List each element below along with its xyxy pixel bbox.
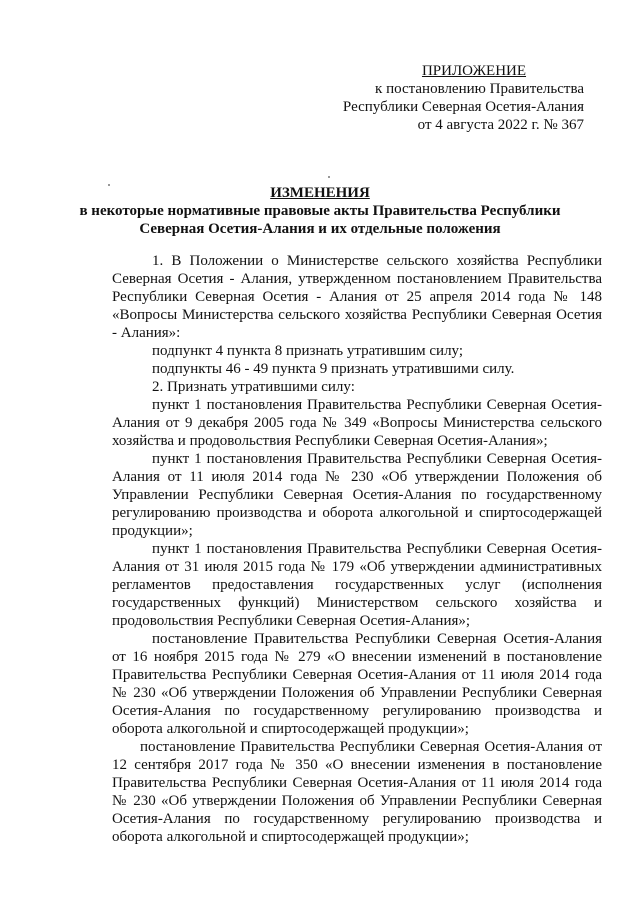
- document-body: [112, 252, 602, 846]
- list-item: пункт 1 постановления Правительства Республики Северная Осетия-Алания от 11 июля 2014 года № 230 «Об утверждении Положения об Управлении Республики Северная Осетия-Алания по государственному регулированию производства и оборота алкогольной и спиртосодержащей продукции»;: [112, 451, 602, 539]
- list-item: пункт 1 постановления Правительства Республики Северная Осетия-Алания от 9 декабря 2005 года № 349 «Вопросы Министерства сельского хозяйства и продовольствия Республики Северная Осетия-Алания»;: [112, 397, 602, 449]
- list-item: пункт 1 постановления Правительства Республики Северная Осетия-Алания от 31 июля 2015 года № 179 «Об утверждении административных регламентов предоставления государственных услуг (исполнения государственных функций) Министерством сельского хозяйства и продовольствия Республики Северная Осетия-Алания»;: [112, 541, 602, 629]
- heading-subtitle-line-2: Северная Осетия-Алания и их отдельные положения: [139, 221, 501, 237]
- document-heading: [60, 184, 580, 238]
- paragraph-2: 2. Признать утратившими силу:: [152, 379, 355, 395]
- appendix-title: ПРИЛОЖЕНИЕ: [421, 63, 527, 79]
- heading-subtitle-line-1: в некоторые нормативные правовые акты Правительства Республики: [79, 203, 561, 219]
- paragraph-subitem-1: подпункт 4 пункта 8 признать утратившим силу;: [152, 343, 464, 359]
- appendix-line-3: от 4 августа 2022 г. № 367: [417, 117, 584, 133]
- heading-title: ИЗМЕНЕНИЯ: [270, 185, 370, 201]
- appendix-block: [324, 62, 584, 134]
- paragraph-subitem-2: подпункты 46 - 49 пункта 9 признать утратившими силу.: [152, 361, 515, 377]
- list-item: постановление Правительства Республики Северная Осетия-Алания от 16 ноября 2015 года № 279 «О внесении изменений в постановление Правительства Республики Северная Осетия-Алания от 11 июля 2014 года № 230 «Об утверждении Положения об Управлении Республики Северная Осетия-Алания по государственному регулированию производства и оборота алкогольной и спиртосодержащей продукции»;: [112, 631, 602, 737]
- scan-speck: [328, 176, 330, 178]
- appendix-line-2: Республики Северная Осетия-Алания: [342, 99, 584, 115]
- list-item: постановление Правительства Республики Северная Осетия-Алания от 12 сентября 2017 года № 350 «О внесении изменения в постановление Правительства Республики Северная Осетия-Алания от 11 июля 2014 года № 230 «Об утверждении Положения об Управлении Республики Северная Осетия-Алания по государственному регулированию производства и оборота алкогольной и спиртосодержащей продукции»;: [112, 739, 602, 845]
- appendix-line-1: к постановлению Правительства: [375, 81, 584, 97]
- paragraph-1: 1. В Положении о Министерстве сельского хозяйства Республики Северная Осетия - Алания, утвержденном постановлением Правительства Республики Северная Осетия - Алания от 25 апреля 2014 года № 148 «Вопросы Министерства сельского хозяйства Республики Северная Осетия - Алания»:: [112, 253, 602, 341]
- scan-speck: [108, 184, 110, 186]
